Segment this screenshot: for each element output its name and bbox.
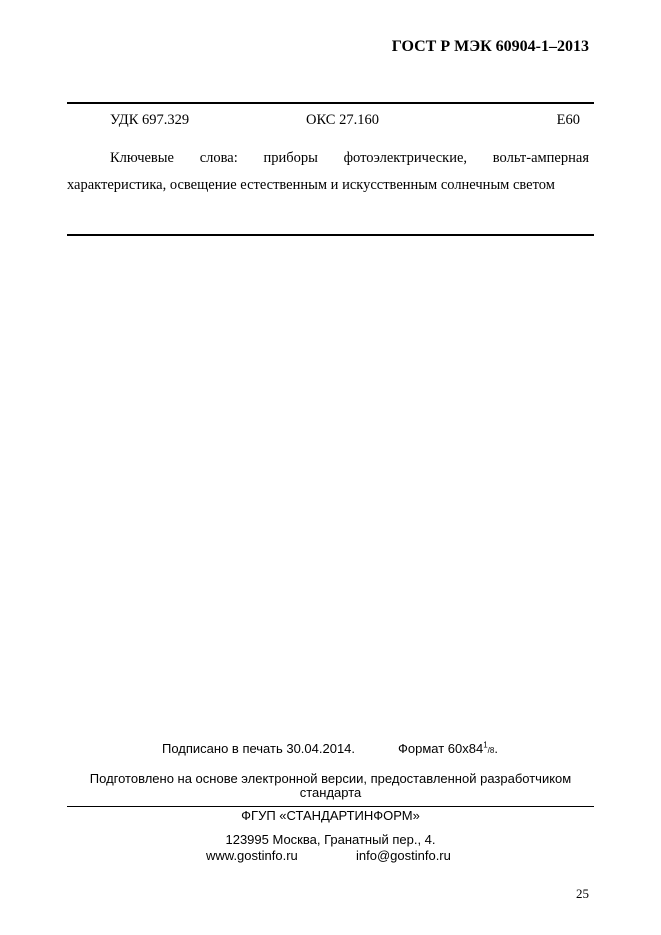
paper-format	[398, 741, 498, 756]
udk-code: УДК 697.329	[110, 112, 190, 128]
page-number: 25	[576, 886, 589, 901]
website-link[interactable]: www.gostinfo.ru	[206, 848, 298, 863]
classification-row	[110, 112, 580, 132]
keywords-paragraph: Ключевые слова: приборы фотоэлектрические, вольт-амперная характеристика, освещение естественным и искусственным солнечным светом	[67, 150, 589, 193]
bottom-divider	[67, 234, 594, 236]
classifier-code: Е60	[556, 112, 580, 128]
standard-id-header: ГОСТ Р МЭК 60904-1–2013	[391, 38, 589, 55]
contact-row	[0, 848, 661, 866]
publisher-name: ФГУП «СТАНДАРТИНФОРМ»	[241, 808, 420, 823]
email-link[interactable]: info@gostinfo.ru	[356, 848, 451, 863]
format-superscript: 1	[483, 740, 488, 750]
signed-date: Подписано в печать 30.04.2014.	[162, 741, 356, 756]
imprint-divider	[67, 806, 594, 807]
oks-code: ОКС 27.160	[306, 112, 379, 128]
publisher-address: 123995 Москва, Гранатный пер., 4.	[225, 832, 436, 847]
format-label: Формат 60х84	[398, 741, 484, 756]
format-end: .	[494, 741, 498, 756]
top-divider	[67, 102, 594, 104]
prepared-note: Подготовлено на основе электронной версии, предоставленной разработчиком стандарта	[89, 771, 572, 800]
imprint-signed-row	[0, 741, 661, 759]
format-subscript: /8	[487, 746, 495, 755]
